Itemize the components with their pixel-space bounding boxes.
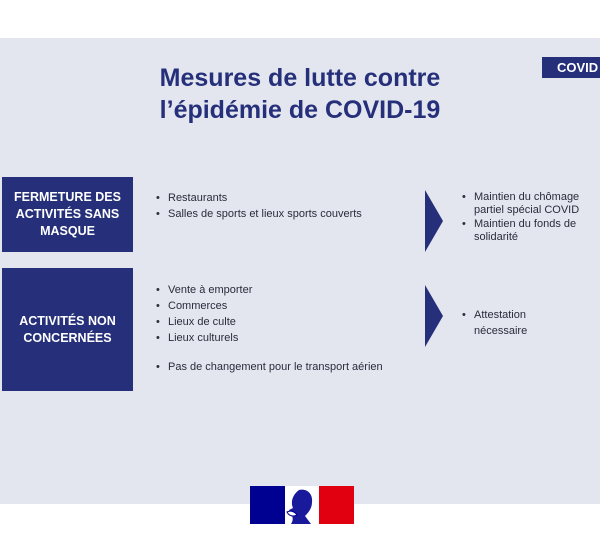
list-item: • Salles de sports et lieux sports couverts [155, 206, 362, 222]
title-line-1: Mesures de lutte contre [159, 64, 441, 92]
list-item: • Maintien du chômage partiel spécial COVID [461, 191, 600, 216]
list-item: • Maintien du fonds de solidarité [461, 218, 594, 243]
covid-tag: COVID [542, 57, 600, 78]
marianne-logo [250, 486, 354, 524]
category-label-line: CONCERNÉES [23, 330, 112, 345]
flag-white-band [285, 486, 319, 524]
closed-activities-list [155, 190, 362, 222]
category-label-line: ACTIVITÉS NON [19, 313, 116, 328]
marianne-silhouette-icon [285, 486, 319, 524]
unaffected-activities-list [155, 282, 252, 346]
list-item: • Restaurants [155, 190, 362, 206]
category-label-line: FERMETURE DES [14, 190, 121, 204]
chevron-right-icon [425, 285, 443, 347]
transport-note-list [155, 359, 383, 375]
list-item: • Lieux de culte [155, 314, 252, 330]
list-item: • Vente à emporter [155, 282, 252, 298]
title-line-2: l’épidémie de COVID-19 [159, 96, 441, 124]
list-item: • Commerces [155, 298, 252, 314]
flag-red-band [319, 486, 354, 524]
chevron-right-icon [425, 190, 443, 252]
category-box-unaffected [2, 268, 133, 391]
closure-measures-list [461, 191, 600, 245]
category-box-closures [2, 177, 133, 252]
list-item: • Lieux culturels [155, 330, 252, 346]
flag-blue-band [250, 486, 285, 524]
category-label-line: ACTIVITÉS SANS [15, 207, 120, 221]
list-item: • Pas de changement pour le transport aérien [155, 359, 383, 375]
page-title [100, 62, 500, 126]
unaffected-measures-list [461, 307, 554, 339]
category-label-line: MASQUE [40, 224, 95, 238]
list-item: • Attestation nécessaire [461, 307, 554, 339]
